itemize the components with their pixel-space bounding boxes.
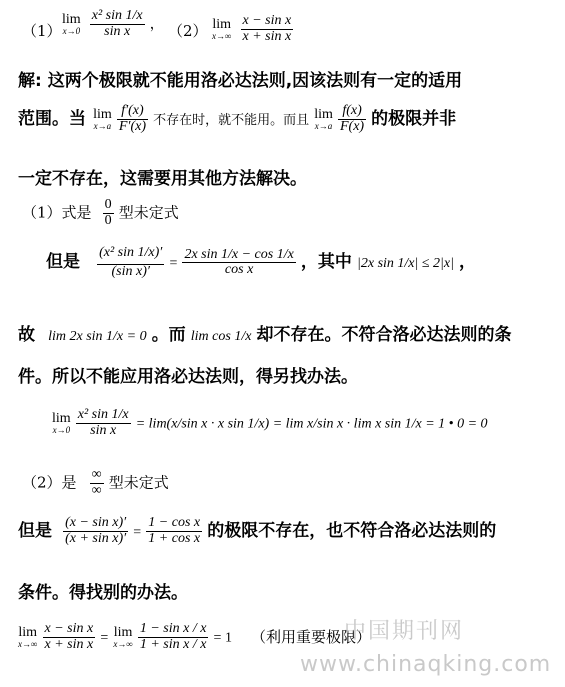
problem-1-fraction bbox=[90, 9, 145, 39]
problem-2-expression bbox=[212, 14, 293, 44]
solution-line-2: 范围。当 lim x→a $\frac{f'(x)}{F'(x)}$ 不存在时，就不能用。而且 lim x→a $\frac{f(x)}{F(x)}$ 的极限并非 bbox=[18, 103, 457, 134]
problem-1-expression: lim x→0 $\frac{\text{x² sin 1/x}}{\text{sin x}}$ ， bbox=[62, 8, 164, 39]
problem-1-denominator: sin x bbox=[90, 24, 145, 40]
part-2-heading: （2）是 ∞ ∞ 型未定式 bbox=[22, 467, 169, 498]
problem-2-fraction: $\frac{\text{x − sin x}}{\text{x + sin x}}$ bbox=[242, 13, 292, 44]
part-1-chain-equation: lim x→0 $\frac{\text{x² sin 1/x}}{\text{sin x}}$ = lim(x/sin x · x sin 1/x) = lim x/sin x · lim x sin 1/x = 1 • 0 = 0 bbox=[52, 407, 488, 438]
inf-over-inf: ∞ ∞ bbox=[91, 467, 102, 498]
part-1-derivative-line: 但是 $\frac{\text{(x² sin 1/x)′}}{\text{(sin x)′}}$ = $\frac{\text{2x sin 1/x − cos 1/x}}{\text{cos x}}$ ，其中 |2x sin 1/x| ≤ 2|x| ， bbox=[46, 245, 477, 279]
lim-operator: lim x→0 bbox=[62, 11, 81, 36]
problem-1-numerator: x² sin 1/x bbox=[91, 8, 143, 23]
part-1-conclusion: 故 lim 2x sin 1/x = 0 。而 lim cos 1/x 却不存在。不符合洛必达法则的条 bbox=[18, 325, 512, 345]
part-2-final-equation: lim x→∞ $\frac{\text{x − sin x}}{\text{x + sin x}}$ = lim x→∞ $\frac{\text{1 − sin x / x}}{\text{1 + sin x / x}}$ = 1 （利用重要极限） bbox=[18, 621, 372, 652]
part-1-line-b: 件。所以不能应用洛必达法则，得另找办法。 bbox=[18, 367, 358, 387]
note-important-limit: （利用重要极限） bbox=[251, 627, 372, 646]
problem-1-label: （1） bbox=[22, 22, 62, 40]
solution-line-1: 解: 这两个极限就不能用洛必达法则,因该法则有一定的适用 bbox=[18, 71, 463, 91]
solution-line-3: 一定不存在，这需要用其他方法解决。 bbox=[18, 169, 307, 189]
watermark-url: www.chinaqking.com bbox=[300, 652, 552, 677]
lim-operator: lim x→∞ bbox=[212, 16, 232, 41]
part-2-line-b: 条件。得找别的办法。 bbox=[18, 583, 188, 603]
zero-over-zero: $\frac{0}{0}$ bbox=[104, 197, 112, 228]
problem-2-label: （2） bbox=[168, 22, 208, 40]
part-2-derivative-line: 但是 $\frac{\text{(x − sin x)′}}{\text{(x + sin x)′}}$ = $\frac{\text{1 − cos x}}{\text{1 + cos x}}$ 的极限不存在，也不符合洛必达法则的 bbox=[18, 515, 497, 546]
watermark-cn: 中国期刊网 bbox=[344, 619, 465, 644]
part-1-heading: （1）式是 $\frac{0}{0}$ 型未定式 bbox=[22, 197, 179, 228]
